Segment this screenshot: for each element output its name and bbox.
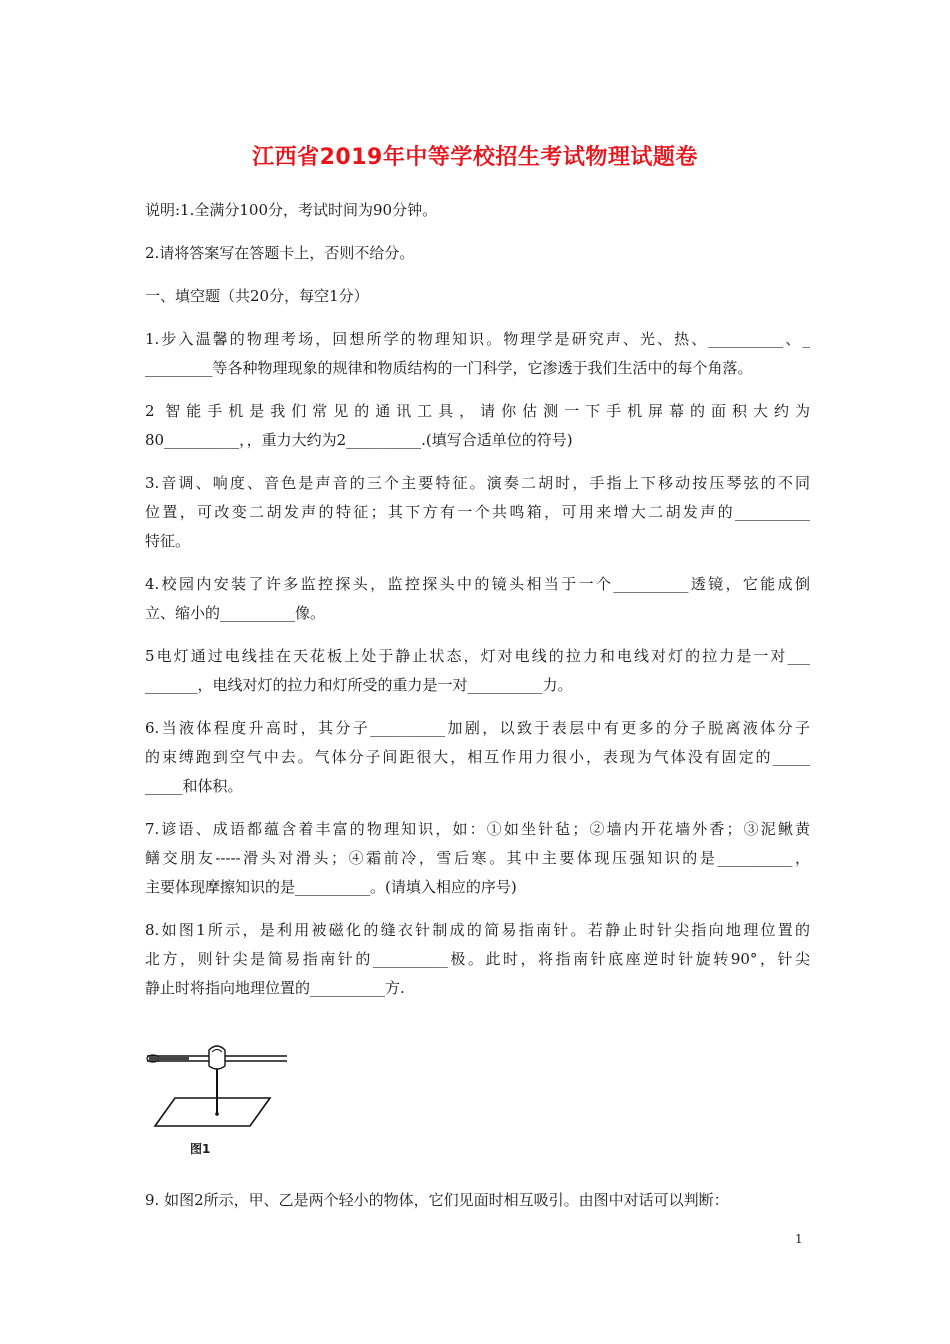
question-7-line-3: 主要体现摩擦知识的是__________。(请填入相应的序号): [145, 878, 517, 896]
question-7-line-2: 鳝交朋友-----滑头对滑头；④霜前冷，雪后寒。其中主要体现压强知识的是__________，: [145, 849, 810, 867]
figure-1-caption: 图1: [190, 1142, 211, 1156]
question-9: 9. 如图2所示，甲、乙是两个轻小的物体，它们见面时相互吸引。由图中对话可以判断：: [145, 1191, 729, 1209]
page-title: 江西省2019年中等学校招生考试物理试题卷: [252, 145, 698, 170]
question-8-line-3: 静止时将指向地理位置的__________方.: [145, 979, 405, 997]
pin-base: [215, 1112, 219, 1116]
question-7-line-1: 7.谚语、成语都蕴含着丰富的物理知识，如：①如坐针毡；②墙内开花墙外香；③泥鳅黄: [145, 820, 810, 838]
question-1-line-2: _________等各种物理现象的规律和物质结构的一门科学，它渗透于我们生活中的每个角落。: [145, 359, 753, 377]
question-5: [145, 642, 810, 700]
question-3-line-2: 位置，可改变二胡发声的特征；其下方有一个共鸣箱，可用来增大二胡发声的__________: [145, 503, 810, 521]
question-4-line-2: 立、缩小的__________像。: [145, 604, 326, 622]
question-2: [145, 397, 810, 455]
question-6-line-3: _____和体积。: [145, 777, 243, 795]
compass-base-plate: [155, 1098, 270, 1126]
question-2-line-2: 80__________，，重力大约为2__________.(填写合适单位的符号): [145, 431, 573, 449]
exam-note-1: 说明:1.全满分100分，考试时间为90分钟。: [145, 201, 438, 219]
question-8-line-1: 8.如图1所示，是利用被磁化的缝衣针制成的简易指南针。若静止时针尖指向地理位置的: [145, 921, 810, 939]
question-5-line-2: _______，电线对灯的拉力和灯所受的重力是一对__________力。: [145, 676, 573, 694]
exam-note-2: 2.请将答案写在答题卡上，否则不给分。: [145, 244, 415, 262]
question-3-line-1: 3.音调、响度、音色是声音的三个主要特征。演奏二胡时，手指上下移动按压琴弦的不同: [145, 474, 810, 492]
question-6-line-1: 6.当液体程度升高时，其分子__________加剧，以致于表层中有更多的分子脱离液体分子: [145, 719, 810, 737]
question-8: [145, 916, 810, 1003]
question-4: [145, 570, 810, 628]
question-3-line-3: 特征。: [145, 532, 191, 550]
question-6-line-2: 的束缚跑到空气中去。气体分子间距很大，相互作用力很小，表现为气体没有固定的_____: [145, 748, 810, 766]
page-number: 1: [795, 1232, 803, 1246]
question-2-line-1: 2 智能手机是我们常见的通讯工具，请你估测一下手机屏幕的面积大约为: [145, 402, 810, 420]
compass-needle-illustration: [145, 1042, 295, 1132]
question-1-line-1: 1.步入温馨的物理考场，回想所学的物理知识。物理学是研究声、光、热、__________、_: [145, 330, 810, 348]
question-1: [145, 325, 810, 383]
question-8-line-2: 北方，则针尖是简易指南针的__________极。此时，将指南针底座逆时针旋转90°，针尖: [145, 950, 810, 968]
figure-1-compass: [145, 1042, 295, 1136]
question-7: [145, 815, 810, 902]
section-heading: 一、填空题（共20分，每空1分）: [145, 287, 369, 305]
question-6: [145, 714, 810, 801]
question-3: [145, 469, 810, 556]
question-4-line-1: 4.校园内安装了许多监控探头，监控探头中的镜头相当于一个__________透镜，它能成倒: [145, 575, 810, 593]
question-5-line-1: 5电灯通过电线挂在天花板上处于静止状态，灯对电线的拉力和电线对灯的拉力是一对___: [145, 647, 810, 665]
